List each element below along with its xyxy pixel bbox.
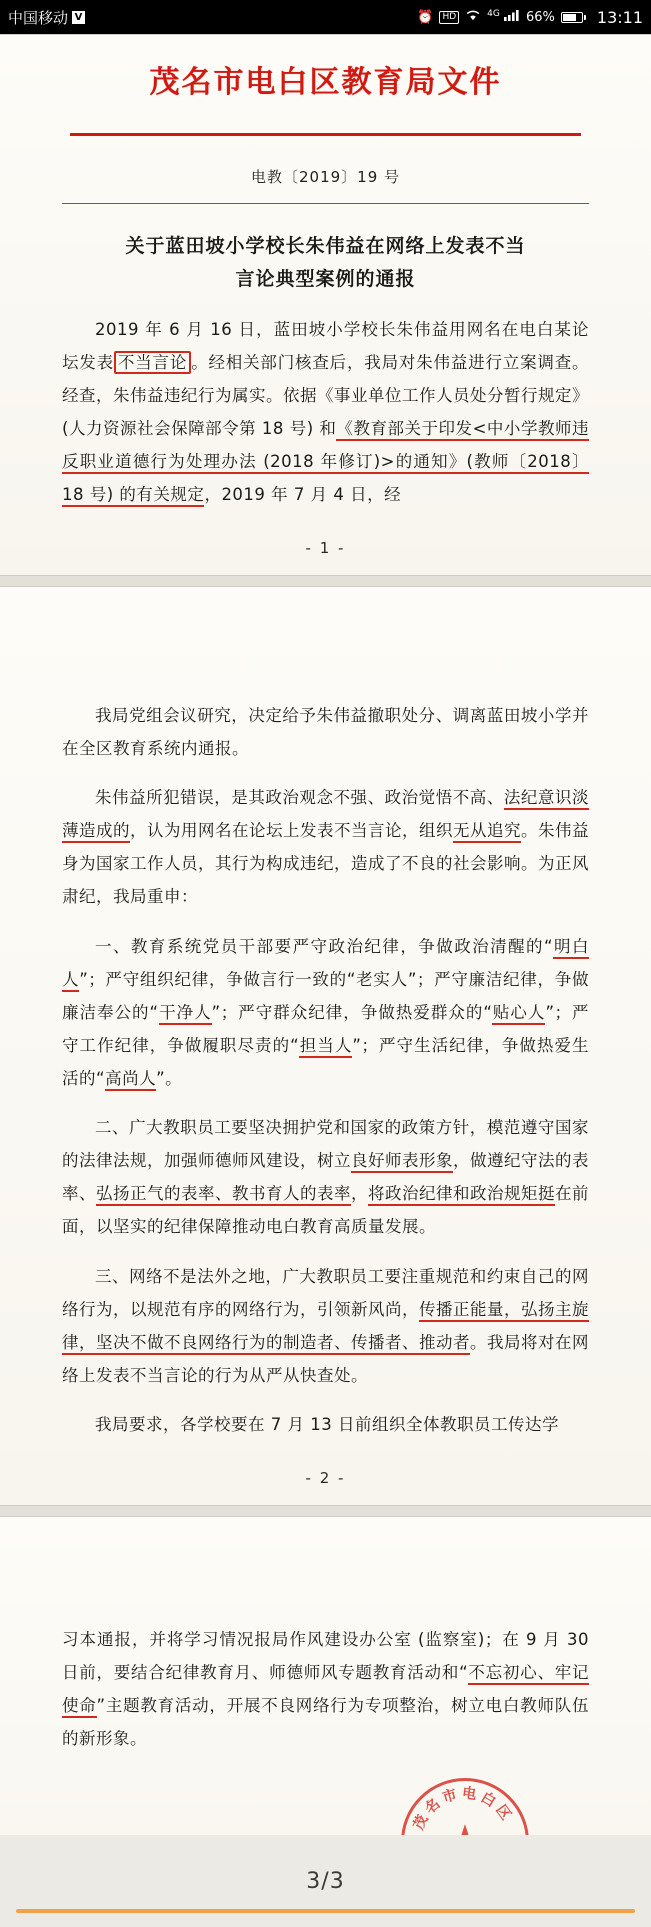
p3-seg-b-underlined: 明白人 [62, 937, 589, 992]
title-rule [70, 133, 581, 136]
p2-seg-c: ，认为用网名在论坛上发表不当言论，组织 [130, 821, 453, 840]
volte-icon: V [72, 11, 85, 24]
p3-seg-h-underlined: 担当人 [299, 1036, 352, 1058]
battery-icon [561, 12, 586, 23]
p4-seg-f-underlined: 将政治纪律和政治规矩挺 [368, 1184, 555, 1206]
page2-paragraph-3 [62, 930, 589, 1095]
page2-paragraph-6: 我局要求，各学校要在 7 月 13 日前组织全体教职员工传达学 [95, 1415, 559, 1434]
number-rule [62, 203, 589, 204]
wifi-icon [465, 9, 481, 25]
document-title: 茂名市电白区教育局文件 [149, 65, 502, 100]
page-gap-1 [0, 576, 651, 586]
page1-page-mark: - 1 - [305, 538, 346, 557]
page2-paragraph-1: 我局党组会议研究，决定给予朱伟益撤职处分、调离蓝田坡小学并在全区教育系统内通报。 [62, 705, 589, 758]
page2-paragraph-2 [62, 781, 589, 913]
battery-percent-label: 66% [525, 9, 555, 25]
p1-seg-b-highlight: 不当言论 [114, 351, 191, 374]
scroll-progress-bar[interactable] [16, 1909, 635, 1913]
document-heading-line-2: 言论典型案例的通报 [235, 268, 416, 291]
p3-seg-k: ”。 [156, 1068, 183, 1088]
p4-seg-b-underlined: 良好师表形象 [351, 1151, 453, 1173]
page3-paragraph-1 [62, 1623, 589, 1755]
p3p1-seg-c: ”主题教育活动，开展不良网络行为专项整治，树立电白教师队伍的新形象。 [62, 1696, 589, 1748]
p2-seg-d-underlined: 无从追究 [453, 821, 521, 843]
page-indicator: 3/3 [306, 1868, 345, 1894]
p1-seg-c: 。经相关部门核查后，我局对朱伟益进行立案调查。经查，朱伟益违纪行为属实。依据《事业单位工作人员处分暂行规定》(人力资源社会保障部令第 18 号) 和 [62, 352, 590, 438]
page-gap-2 [0, 1506, 651, 1516]
p5-seg-c: 。我局将对在网络上发表不当言论的行为从严从快查处。 [62, 1332, 589, 1385]
document-page-2[interactable] [0, 586, 651, 1507]
page2-paragraph-5 [62, 1260, 589, 1392]
p2-seg-b-underlined: 法纪意识淡薄造成的 [62, 788, 589, 843]
p2-seg-e: 。朱伟益身为国家工作人员，其行为构成违纪，造成了不良的社会影响。为正风肃纪，我局重申： [62, 821, 589, 906]
footer-bar [0, 1835, 651, 1927]
p3p1-seg-b-underlined: 不忘初心、牢记使命 [62, 1663, 589, 1718]
hd-icon: HD [439, 11, 459, 24]
p2-seg-a: 朱伟益所犯错误，是其政治观念不强、政治觉悟不高、 [95, 788, 504, 807]
carrier-name: 中国移动 [8, 8, 69, 27]
alarm-icon: ⏰ [417, 9, 434, 25]
status-icons [417, 8, 643, 27]
p1-seg-e: ，2019 年 7 月 4 日，经 [204, 484, 402, 504]
p3-seg-e: ”；严守群众纪律，争做热爱群众的“ [211, 1002, 493, 1022]
p5-seg-a: 三、网络不是法外之地，广大教职员工要注重规范和约束自己的网络行为，以规范有序的网络行为，引领新风尚， [62, 1266, 589, 1319]
p4-seg-d-underlined: 弘扬正气的表率、教书育人的表率 [96, 1184, 351, 1206]
p3-seg-d-underlined: 干净人 [159, 1003, 212, 1025]
scroll-progress-fill [16, 1909, 635, 1913]
status-bar [0, 0, 651, 34]
p3-seg-j-underlined: 高尚人 [105, 1069, 156, 1091]
document-page-1[interactable] [0, 34, 651, 576]
p3-seg-g: ”；严守工作纪律，争做履职尽责的“ [62, 1002, 589, 1055]
p4-seg-e: ， [351, 1184, 368, 1203]
p5-seg-b-underlined: 传播正能量，弘扬主旋律，坚决不做不良网络行为的制造者、传播者、推动者 [62, 1300, 589, 1355]
p3-seg-c: ”；严守组织纪律，争做言行一致的“老实人”；严守廉洁纪律，争做廉洁奉公的“ [62, 969, 590, 1022]
p3-seg-i: ”；严守生活纪律，争做热爱生活的“ [62, 1035, 589, 1088]
page2-page-mark: - 2 - [305, 1469, 346, 1487]
page1-paragraph-1 [62, 313, 589, 511]
p1-seg-d-underlined: 《教育部关于印发<中小学教师违反职业道德行为处理办法 (2018 年修订)>的通知》(教师〔2018〕18 号) 的有关规定 [62, 419, 589, 507]
p3p1-seg-a: 习本通报，并将学习情况报局作风建设办公室 (监察室)；在 9 月 30 日前，要结合纪律教育月、师德师风专题教育活动和“ [62, 1630, 589, 1682]
carrier-label [8, 7, 85, 28]
document-heading-line-1: 关于蓝田坡小学校长朱伟益在网络上发表不当 [125, 235, 526, 257]
p3-seg-a: 一、教育系统党员干部要严守政治纪律，争做政治清醒的“ [95, 936, 554, 956]
seal-text: 茂名市电白区 [410, 1784, 516, 1833]
p1-seg-a: 2019 年 6 月 16 日，蓝田坡小学校长朱伟益用网名在电白某论坛发表 [62, 319, 589, 372]
p4-seg-g: 在前面，以坚实的纪律保障推动电白教育高质量发展。 [62, 1184, 589, 1236]
p3-seg-f-underlined: 贴心人 [492, 1003, 545, 1025]
clock-label: 13:11 [596, 7, 643, 27]
document-heading [74, 230, 577, 297]
document-number: 电教〔2019〕19 号 [250, 168, 401, 186]
signal-4g-label: 4G [487, 8, 500, 19]
page2-paragraph-4 [62, 1111, 589, 1243]
signal-4g-icon [487, 9, 520, 25]
p4-seg-a: 二、广大教职员工要坚决拥护党和国家的政策方针，模范遵守国家的法律法规，加强师德师风建设，树立 [62, 1118, 589, 1170]
svg-text:茂名市电白区 [409, 1783, 517, 1832]
p4-seg-c: ，做遵纪守法的表率、 [62, 1151, 589, 1203]
